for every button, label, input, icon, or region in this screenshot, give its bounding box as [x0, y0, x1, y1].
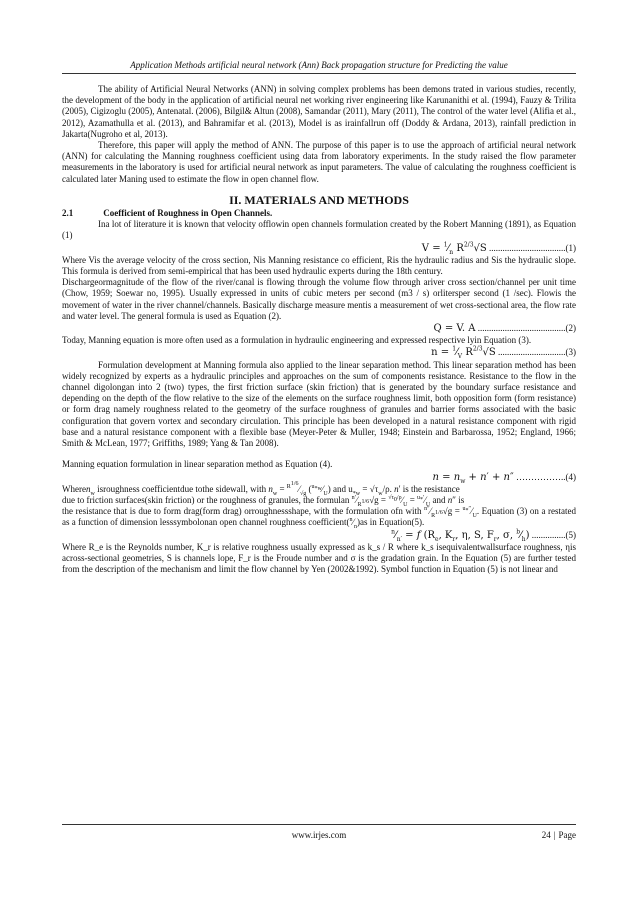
running-header: Application Methods artificial neural network (Ann) Back propagation structure for Predicting the value: [130, 60, 508, 70]
paragraph-inline-math: the resistance that is due to form drag(form drag) orroughnessshape, with the formulation ofn with $^{n''}⁄_{R^{1/6}}√g$ = $^{u_*''}⁄_U$. Equation (3) on a restated as a function of dimension lesssymbolonan open channel roughness $coefficient(^n⁄_n)as$ in Equation(5).: [62, 506, 577, 531]
paragraph: Today, Manning equation is more often used as a formulation in hydraulic engineering and expressed respective lyin Equation (3).: [62, 335, 532, 346]
paragraph: Ina lot of literature it is known that velocity offlowin open channels formulation created by the Robert Manning (1891), as Equation (1): [62, 219, 576, 241]
paragraph: Where R_e is the Reynolds number, K_r is relative roughness usually expressed as k_s / R where k_s isequivalentwallsurface roughness, ηis across-sectional geometries, S is channels lope, F_r is the Froude number and σ is the gradation grain. In the Equation (5) are further tested from the description of the mechanism and limit the flow channel by Yen (2002&1992). Symbol function in Equation (5) is not linear and: [62, 541, 576, 575]
equation-4-number: ……………..(4): [516, 471, 576, 482]
paragraph: Manning equation formulation in linear separation method as Equation (4).: [62, 459, 333, 470]
equation-4: [62, 472, 576, 483]
paragraph: Formulation development at Manning formula also applied to the linear separation method. This linear separation method has been widely recognized by experts as a hydraulic principles and approaches on the sum of components resistance. Resistance to the flow in the channel digolongan into 2 (two) types, the first friction surface (skin friction) that is generated by the boundary surface resistance and depending on the depth of the flow relative to the size of the elements on the surface roughness limit, both opposition form (form resistance) or form drag namely roughness related to the geometry of the surface roughness of granules and barrier forms associated with the basic configuration that govern vortex and secondary circulation. This principle has been developed in a natural resistance component with rigid base and a natural resistance component with a flexible base (Meyer-Peter & Muller, 1948; Einstein and Barbarossa, 1952; England, 1966; Smith & McLean, 1977; Griffiths, 1989; Yang & Tan 2008).: [62, 359, 576, 449]
footer-url[interactable]: www.irjes.com: [291, 830, 347, 840]
equation-3-formula: $n = ^1⁄_V$ $R^{2/3}√S$: [431, 346, 496, 361]
subsection-number: 2.1: [62, 208, 74, 219]
equation-2-number: .......................................(2): [477, 323, 576, 334]
paragraph: Where Vis the average velocity of the cross section, Nis Manning resistance co efficient, Ris the hydraulic radius and Sis the hydraulic slope. This formula is derived from semi-empirical that has been used hydraulic experts during the 18th century.: [62, 254, 576, 277]
paragraph: Dischargeormagnitude of the flow of the river/canal is flowing through the volume flow through ariver cross section/channel per unit time (Chow, 1959; Soewar no, 1995). Usually expressed in units of cubic meters per second (m3 / s) orlitersper second (1 /sec). Flowis the movement of water in the river channel/channels. Basically discharge measure mentis a measurement of wet cross-sectional area, the flow rate and water level. The general formula is used as Equation (2).: [62, 277, 576, 321]
equation-1: [62, 243, 576, 254]
paragraph-inline-math: due to friction surfaces(skin friction) or the roughness of granules, the formulan $^{n'}⁄_{R^{1/6}}√g$ = $^{√\tau_0/\rho}⁄_U$ = $^{u_*'}⁄_U$ and n″ is: [62, 494, 465, 508]
equation-5-formula: $^n⁄_{n'} = f$ ($R_e$, $K_r$, η, S, $F_r$, σ, $^b⁄_h$): [391, 528, 530, 543]
paragraph-inline-math: Wheren$_w$ isroughness coefficientdue tothe sidewall, with $n_w$ = $^{R^{1/6}}⁄_{√g}$ $(^{u_{*w}}⁄_U)$ and $u_{*w} = √\tau_w/\rho$. n′ is the resistance: [62, 480, 460, 497]
equation-2-formula: Q = V. A: [433, 323, 476, 335]
document-page: [62, 0, 576, 902]
equation-1-formula: $V = ^1⁄_n$ $R^{2/3}√S$: [421, 241, 487, 256]
equation-4-formula: $n = n_w + n' + n''$: [432, 471, 514, 485]
subsection-heading: [62, 208, 576, 219]
equation-1-number: ..................................(1): [489, 242, 576, 253]
equation-5-number: ...............(5): [531, 529, 576, 540]
page-number: 24 | Page: [541, 830, 576, 840]
equation-3: [62, 346, 576, 361]
section-heading: II. MATERIALS AND METHODS: [229, 192, 409, 207]
subsection-title: Coefficient of Roughness in Open Channels.: [103, 208, 273, 219]
footer-rule: [62, 824, 576, 825]
paragraph: The ability of Artificial Neural Networks (ANN) in solving complex problems has been demons trated in various studies, recently, the development of the body in the application of artificial neural net working river engineering like Karunanithi et al. (1994), Fauzy & Trilita (2005), Cigizoglu (2005), Antenatal. (2006), Bilgil& Altun (2008), Samandar (2011), Mary (2011), The control of the water level (Alifia et al., 2012), Azamathulla et al. (2013), and Bahramifar et al. (2013), Model is as irainfallrun off (Doddy & Ardana, 2013), rainfall prediction in Jakarta(Nugroho et al, 2013).: [62, 84, 576, 139]
equation-5: [62, 530, 576, 541]
document-body: [62, 84, 576, 575]
paragraph: Therefore, this paper will apply the method of ANN. The purpose of this paper is to use the approach of artificial neural network (ANN) for calculating the Manning roughness coefficient using data from laboratory experiments. In the study raised the flow parameter measurements in the laboratory is used for artificial neural network as input parameters. The value of calculating the roughness coefficient is calculated later Maning used to estimate the flow in open channel flow.: [62, 140, 576, 184]
header-rule: [62, 73, 576, 74]
equation-3-number: ..............................(3): [498, 347, 576, 358]
equation-2: [62, 323, 576, 334]
